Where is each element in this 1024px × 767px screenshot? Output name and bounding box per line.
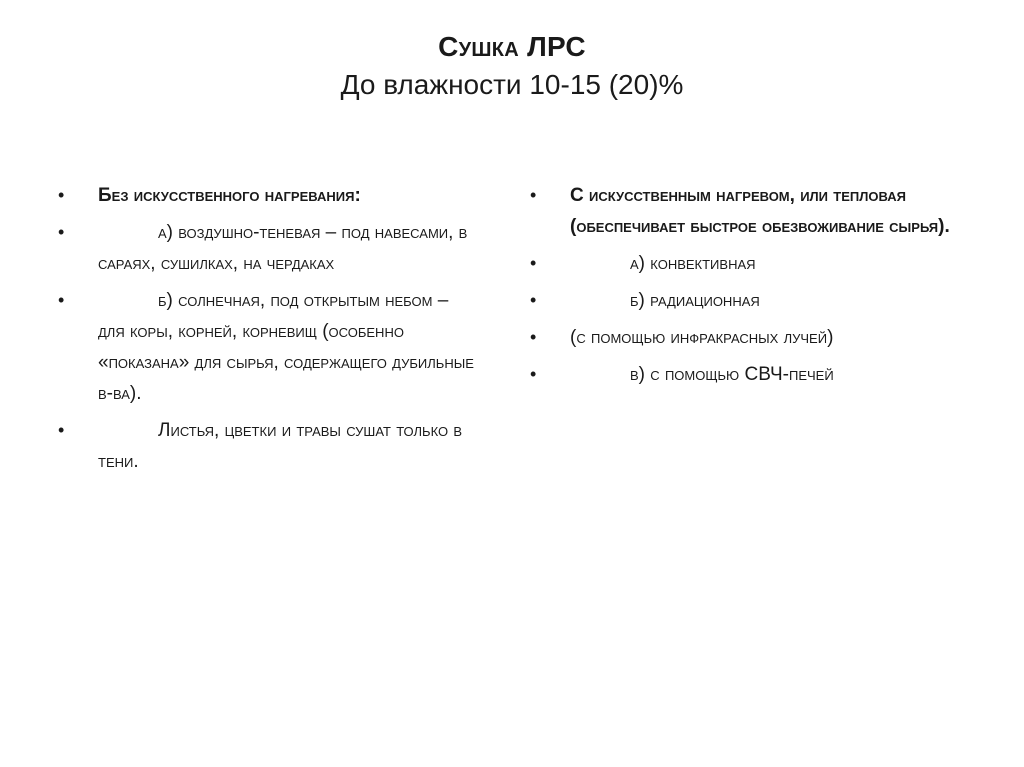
list-item-text: С искусственным нагревом, или тепловая (обеспечивает быстрое обезвоживание сырья).: [570, 185, 950, 237]
slide-title: [0, 28, 1024, 104]
list-item-text: Листья, цветки и травы сушат только в тени.: [98, 420, 463, 472]
bullet-icon: •: [530, 290, 537, 310]
list-item-text: б) солнечная, под открытым небом – для коры, корней, корневищ (особенно «показана» для сырья, содержащего дубильные в-ва).: [98, 290, 474, 404]
right-column: [530, 180, 950, 396]
list-item-text: (с помощью инфракрасных лучей): [570, 327, 834, 348]
list-item: [58, 217, 478, 279]
list-item: [530, 359, 950, 390]
list-item-text: а) воздушно-теневая – под навесами, в сараях, сушилках, на чердаках: [98, 222, 468, 274]
title-subtitle: До влажности 10-15 (20)%: [340, 69, 684, 100]
list-item: [58, 285, 478, 409]
bullet-icon: •: [530, 327, 537, 347]
bullet-icon: •: [530, 364, 537, 384]
list-item-text: в) с помощью СВЧ-печей: [630, 364, 834, 385]
bullet-icon: •: [58, 222, 65, 242]
bullet-icon: •: [530, 253, 537, 273]
list-item: [530, 285, 950, 316]
list-item: [58, 415, 478, 477]
list-item: [58, 180, 478, 211]
list-item-text: б) радиационная: [630, 290, 760, 311]
bullet-icon: •: [58, 290, 65, 310]
list-item: [530, 248, 950, 279]
left-column: [58, 180, 478, 483]
bullet-icon: •: [58, 420, 65, 440]
list-item: [530, 180, 950, 242]
list-item-text: Без искусственного нагревания:: [98, 185, 361, 206]
bullet-icon: •: [58, 185, 65, 205]
bullet-icon: •: [530, 185, 537, 205]
list-item-text: а) конвективная: [630, 253, 756, 274]
list-item: [530, 322, 950, 353]
title-main: Сушка ЛРС: [438, 31, 586, 62]
